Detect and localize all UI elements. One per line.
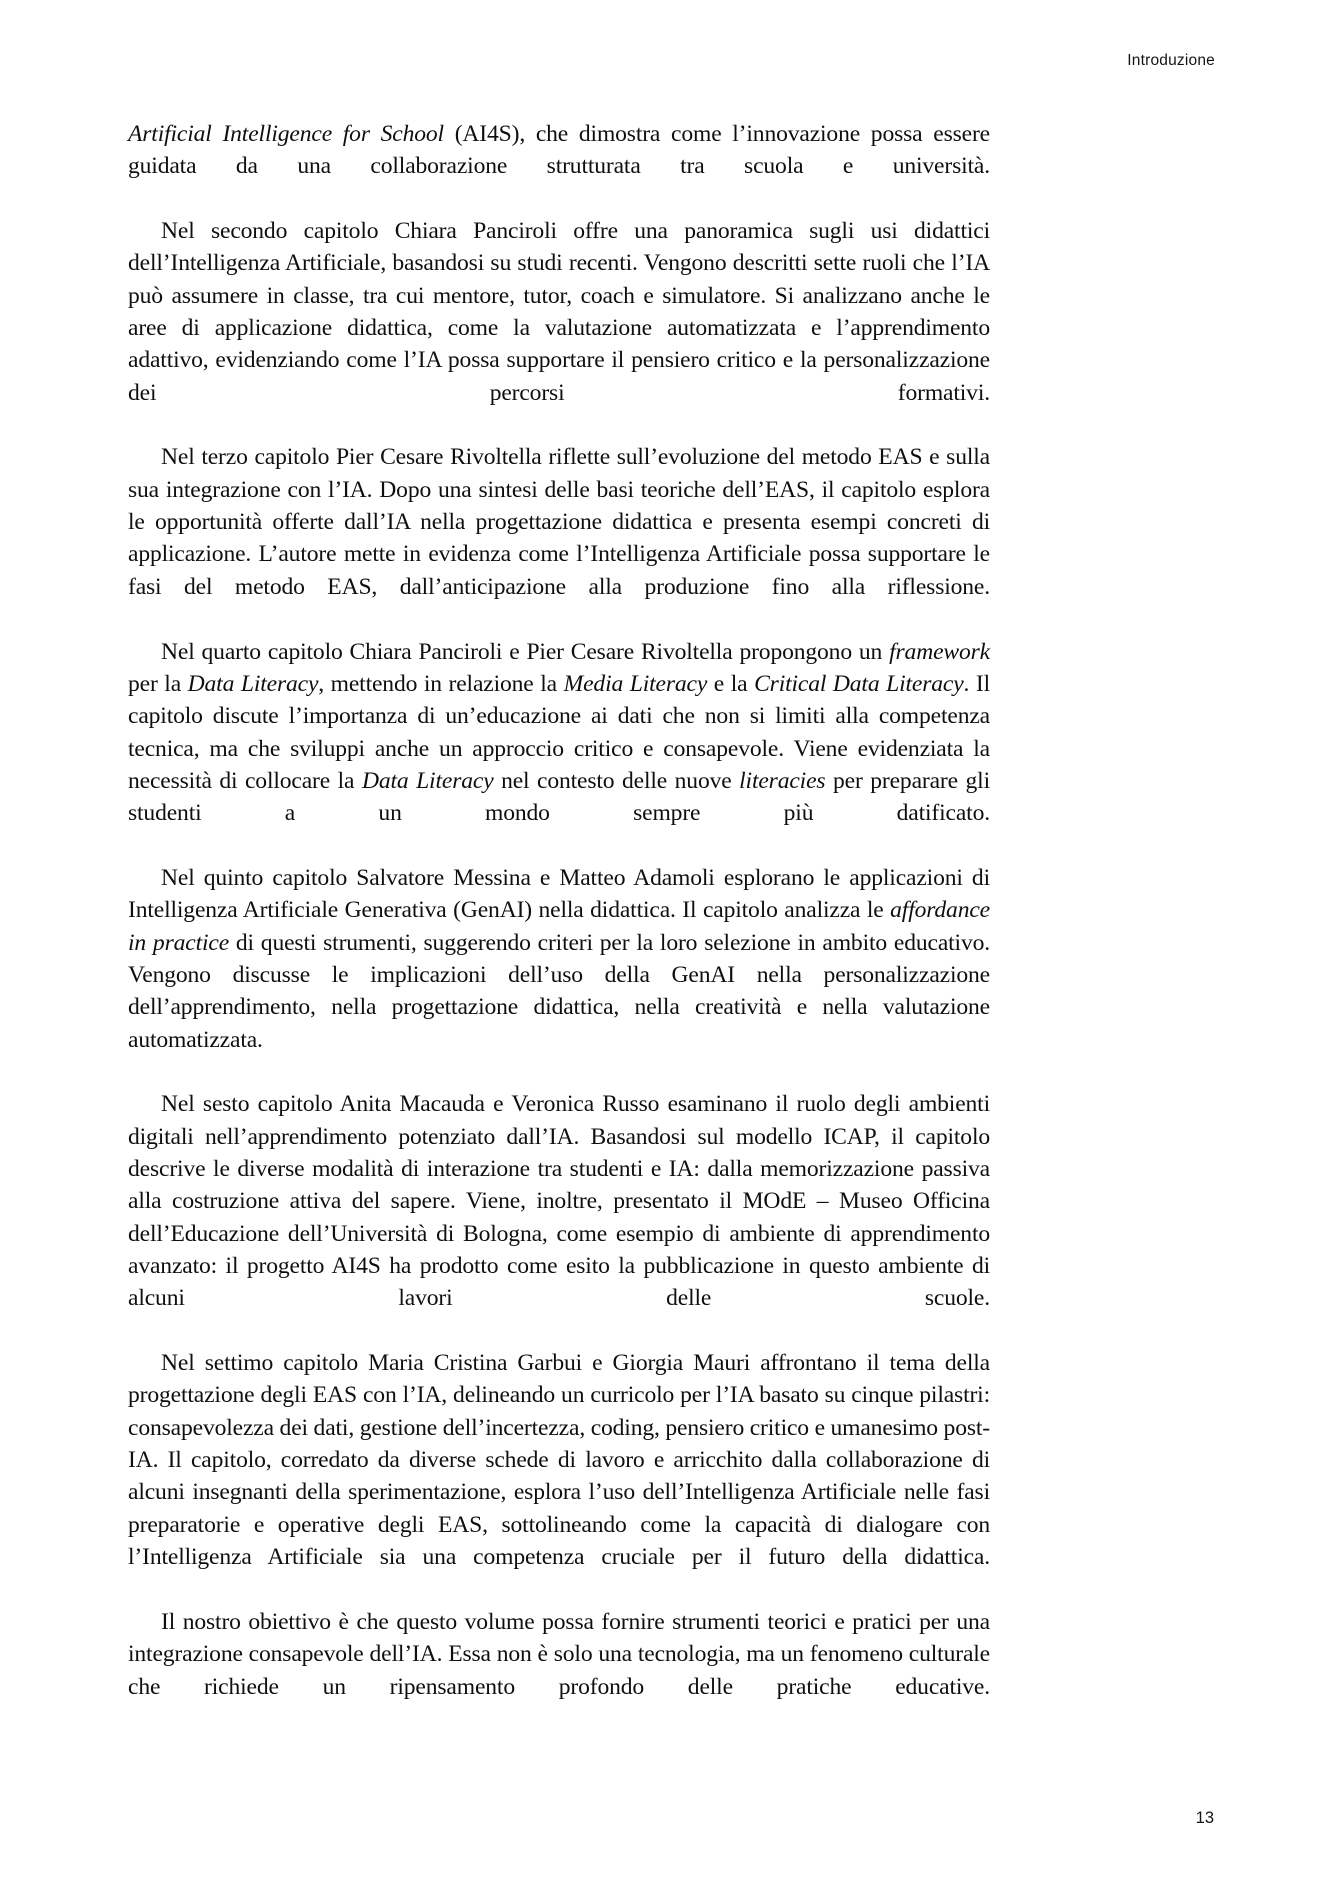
page-number: 13 [1195,1809,1214,1827]
paragraph [128,1088,990,1347]
text-run: Nel secondo capitolo Chiara Panciroli offre una panoramica sugli usi didattici dell’Intelligenza Artificiale, basandosi su studi recenti. Vengono descritti sette ruoli che l’IA può assumere in classe, tra cui mentore, tutor, coach e simulatore. Si analizzano anche le aree di applicazione didattica, come la valutazione automatizzata e l’apprendimento adattivo, evidenziando come l’IA possa supportare il pensiero critico e la personalizzazione dei percorsi formativi. [128,218,990,406]
italic-term: Data Literacy [187,670,319,697]
text-run: per la [128,670,188,697]
italic-term: Data Literacy [361,767,494,794]
paragraph [128,862,990,1088]
text-run: , mettendo in relazione la [318,670,564,697]
running-head: Introduzione [1127,52,1215,69]
text-run: di questi strumenti, suggerendo criteri per la loro selezione in ambito educativo. Vengono discusse le implicazioni dell’uso della GenAI nella personalizzazione dell’apprendimento, nella progettazione didattica, nella creatività e nella valutazione automatizzata. [128,929,990,1053]
text-run: per preparare gli studenti a un mondo sempre più datificato. [128,767,990,827]
paragraph [128,636,990,862]
italic-term: affordance in practice [128,897,990,956]
italic-term: Media Literacy [563,670,708,697]
text-run: Nel terzo capitolo Pier Cesare Rivoltella riflette sull’evoluzione del metodo EAS e sulla sua integrazione con l’IA. Dopo una sintesi delle basi teoriche dell’EAS, il capitolo esplora le opportunità offerte dall’IA nella progettazione didattica e presenta esempi concreti di applicazione. L’autore mette in evidenza come l’Intelligenza Artificiale possa supportare le fasi del metodo EAS, dall’anticipazione alla produzione fino alla riflessione. [128,444,990,600]
text-run: Nel sesto capitolo Anita Macauda e Veronica Russo esaminano il ruolo degli ambienti digitali nell’apprendimento potenziato dall’IA. Basandosi sul modello ICAP, il capitolo descrive le diverse modalità di interazione tra studenti e IA: dalla memorizzazione passiva alla costruzione attiva del sapere. Viene, inoltre, presentato il MOdE – Museo Officina dell’Educazione dell’Università di Bologna, come esempio di ambiente di apprendimento avanzato: il progetto AI4S ha prodotto come esito la pubblicazione in questo ambiente di alcuni lavori delle scuole. [128,1091,990,1312]
text-run: Nel settimo capitolo Maria Cristina Garbui e Giorgia Mauri affrontano il tema della progettazione degli EAS con l’IA, delineando un curricolo per l’IA basato su cinque pilastri: consapevolezza dei dati, gestione dell’incertezza, coding, pensiero critico e umanesimo post-IA. Il capitolo, corredato da diverse schede di lavoro e arricchito dalla collaborazione di alcuni insegnanti della sperimentazione, esplora l’uso dell’Intelligenza Artificiale nelle fasi preparatorie e operative degli EAS, sottolineando come la capacità di dialogare con l’Intelligenza Artificiale sia una competenza cruciale per il futuro della didattica. [128,1350,990,1571]
text-run: e la [707,670,755,697]
body-text-block [128,118,990,1735]
text-run: (AI4S), che dimostra come l’innovazione possa essere guidata da una collaborazione strutturata tra scuola e università. [128,121,990,180]
text-run: Il nostro obiettivo è che questo volume possa fornire strumenti teorici e pratici per una integrazione consapevole dell’IA. Essa non è solo una tecnologia, ma un fenomeno culturale che richiede un ripensamento profondo delle pratiche educative. [128,1608,990,1700]
italic-term: literacies [739,767,826,794]
text-run: nel contesto delle nuove [493,767,740,794]
paragraph [128,215,990,441]
italic-term: framework [889,638,990,665]
paragraph [128,1606,990,1735]
italic-term: Artificial Intelligence for School [128,121,444,147]
text-run: Nel quarto capitolo Chiara Panciroli e Pier Cesare Rivoltella propongono un [161,638,890,665]
paragraph [128,1347,990,1606]
italic-term: Critical Data Literacy [754,670,964,697]
text-run: . Il capitolo discute l’importanza di un’educazione ai dati che non si limiti alla competenza tecnica, ma che sviluppi anche un approccio critico e consapevole. Viene evidenziata la necessità di collocare la [128,670,991,794]
paragraph [128,118,990,215]
paragraph [128,441,990,635]
text-run: Nel quinto capitolo Salvatore Messina e Matteo Adamoli esplorano le applicazioni di Intelligenza Artificiale Generativa (GenAI) nella didattica. Il capitolo analizza le [128,864,990,924]
